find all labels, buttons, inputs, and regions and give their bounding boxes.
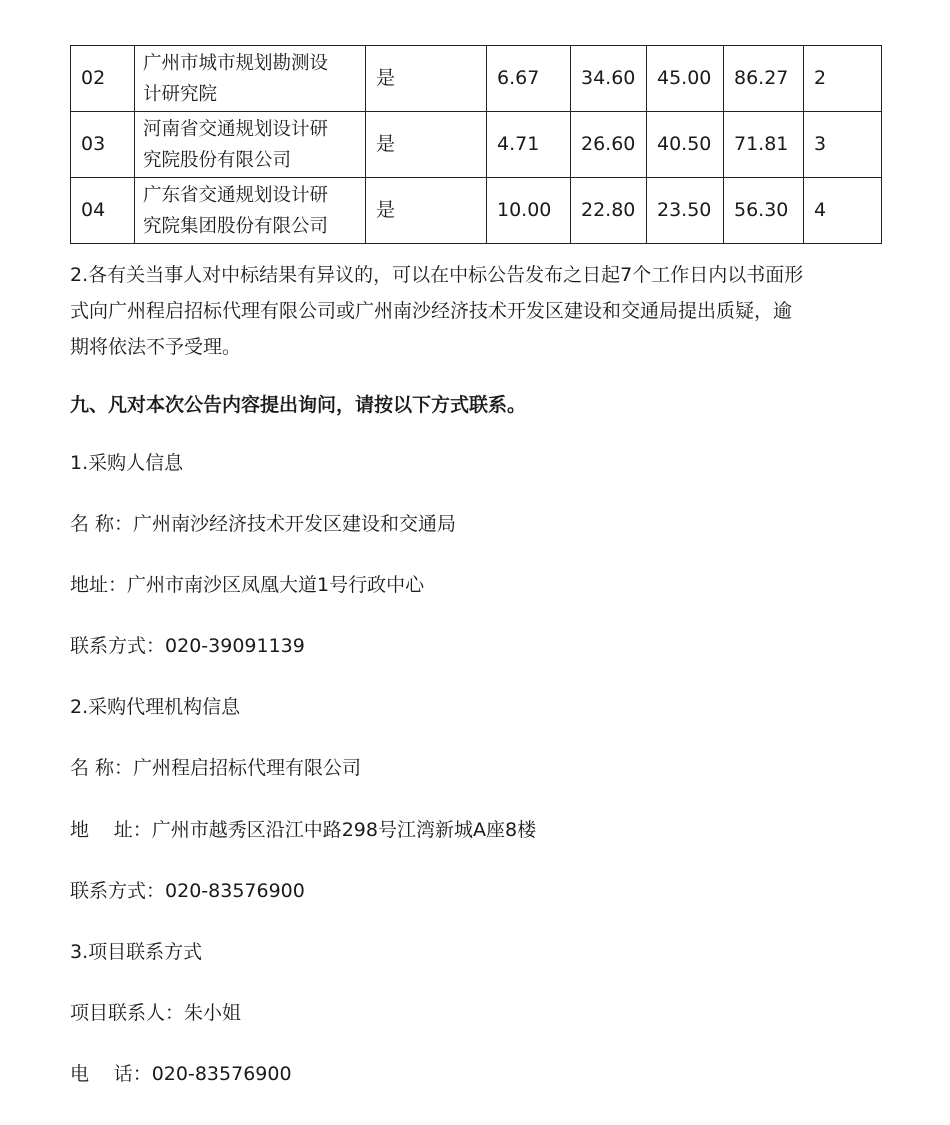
score-cell: 34.60: [571, 46, 647, 112]
agency-address: 地 址：广州市越秀区沿江中路298号江湾新城A座8楼: [70, 819, 537, 841]
rank-cell: 2: [804, 46, 882, 112]
contact-heading: 九、凡对本次公告内容提出询问，请按以下方式联系。: [70, 394, 527, 416]
score-cell: 10.00: [487, 178, 571, 244]
agency-section-title: 2.采购代理机构信息: [70, 696, 241, 718]
row-number: 03: [71, 112, 135, 178]
score-cell: 40.50: [647, 112, 724, 178]
table-row: [71, 112, 882, 178]
bidder-name: 广州市城市规划勘测设 计研究院: [135, 46, 366, 112]
bid-results-table: [70, 45, 882, 244]
score-cell: 4.71: [487, 112, 571, 178]
score-cell: 22.80: [571, 178, 647, 244]
qualified-cell: 是: [366, 46, 487, 112]
total-score-cell: 86.27: [724, 46, 804, 112]
purchaser-address: 地址：广州市南沙区凤凰大道1号行政中心: [70, 574, 425, 596]
row-number: 02: [71, 46, 135, 112]
project-contact-person: 项目联系人：朱小姐: [70, 1002, 242, 1024]
purchaser-name: 名 称：广州南沙经济技术开发区建设和交通局: [70, 513, 457, 535]
table-row: [71, 178, 882, 244]
project-section-title: 3.项目联系方式: [70, 941, 203, 963]
row-number: 04: [71, 178, 135, 244]
objection-paragraph: 2.各有关当事人对中标结果有异议的，可以在中标公告发布之日起7个工作日内以书面形 式向广州程启招标代理有限公司或广州南沙经济技术开发区建设和交通局提出质疑，逾 期将依法不予受理。: [70, 264, 804, 358]
total-score-cell: 56.30: [724, 178, 804, 244]
rank-cell: 4: [804, 178, 882, 244]
purchaser-section-title: 1.采购人信息: [70, 452, 184, 474]
project-phone: 电 话：020-83576900: [70, 1063, 292, 1085]
score-cell: 23.50: [647, 178, 724, 244]
score-cell: 6.67: [487, 46, 571, 112]
qualified-cell: 是: [366, 112, 487, 178]
score-cell: 45.00: [647, 46, 724, 112]
qualified-cell: 是: [366, 178, 487, 244]
announcement-page: [70, 45, 882, 1085]
bidder-name: 河南省交通规划设计研 究院股份有限公司: [135, 112, 366, 178]
table-row: [71, 46, 882, 112]
bidder-name: 广东省交通规划设计研 究院集团股份有限公司: [135, 178, 366, 244]
agency-name: 名 称：广州程启招标代理有限公司: [70, 757, 362, 779]
rank-cell: 3: [804, 112, 882, 178]
agency-phone: 联系方式：020-83576900: [70, 880, 305, 902]
purchaser-phone: 联系方式：020-39091139: [70, 635, 305, 657]
total-score-cell: 71.81: [724, 112, 804, 178]
score-cell: 26.60: [571, 112, 647, 178]
